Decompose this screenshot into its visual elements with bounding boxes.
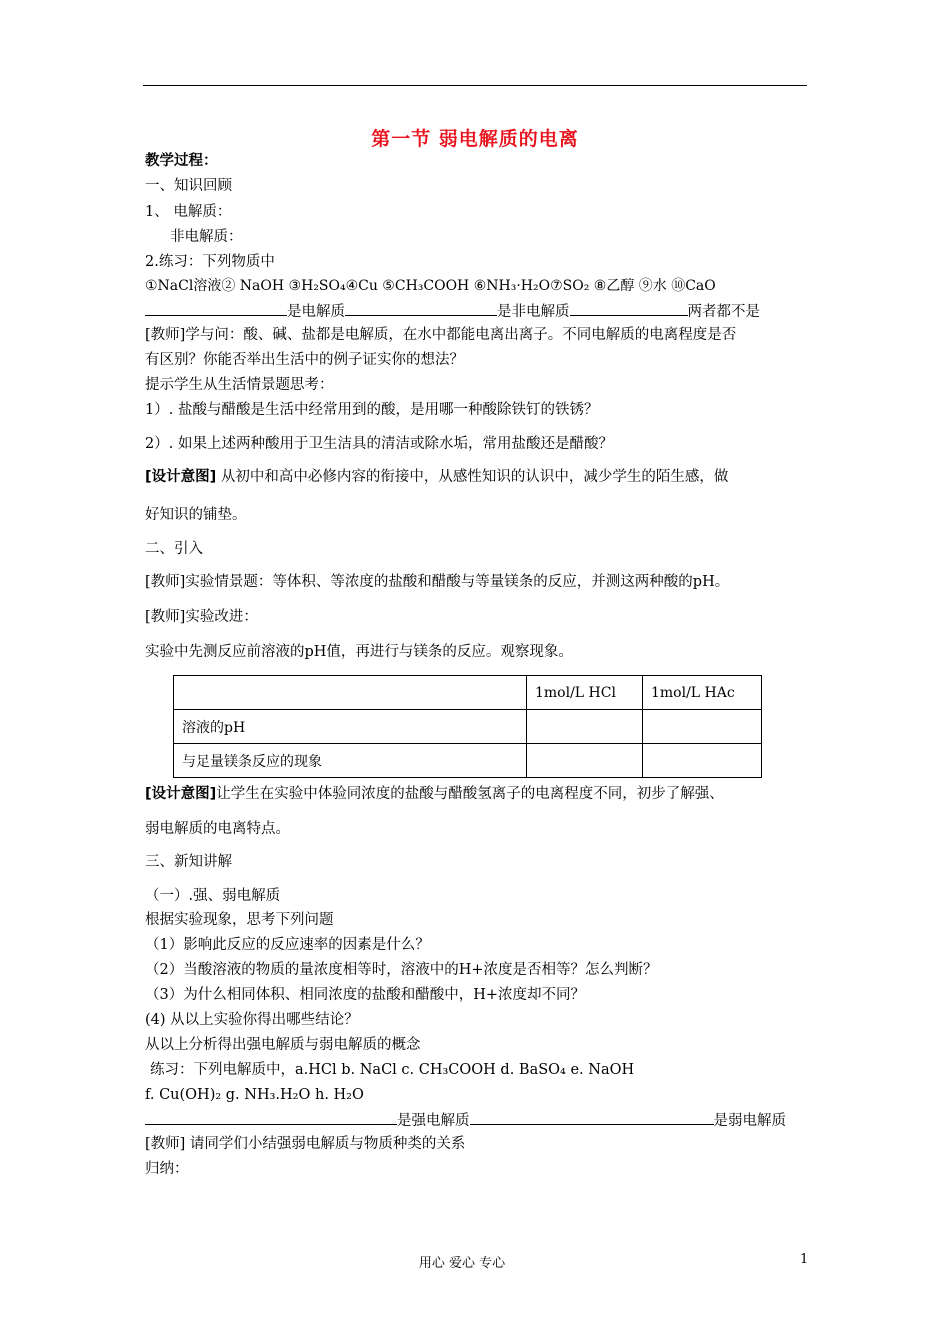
answer-blank[interactable]: [470, 1109, 714, 1125]
table-row: [174, 676, 762, 710]
hint-question-1: 1）. 盐酸与醋酸是生活中经常用到的酸，是用哪一种酸除铁钉的铁锈？: [145, 402, 599, 418]
review-heading: 一、知识回顾: [145, 178, 232, 194]
teacher-question: [教师]学与问：酸、碱、盐都是电解质，在水中都能电离出离子。不同电解质的电离程度是否: [145, 327, 737, 343]
exercise1-items: ①NaCl溶液② NaOH ③H₂SO₄④Cu ⑤CH₃COOH ⑥NH₃·H₂O⑦SO₂ ⑧乙醇 ⑨水 ⑩CaO: [145, 278, 716, 294]
conclude: 归纳：: [145, 1161, 189, 1177]
exercise2-blanks: [145, 1109, 786, 1131]
table-header-hac: 1mol/L HAc: [643, 676, 762, 710]
footer-text: 用心 爱心 专心: [418, 1256, 506, 1271]
design-intent-1: [145, 467, 728, 487]
table-cell[interactable]: [527, 744, 643, 778]
hint: 提示学生从生活情景题思考：: [145, 377, 334, 393]
sub-heading: （一）.强、弱电解质: [145, 888, 281, 904]
exercise1-blanks: [145, 300, 760, 322]
question-2: （2）当酸溶液的物质的量浓度相等时，溶液中的H+浓度是否相等？怎么判断？: [145, 962, 658, 978]
design-label: [设计意图]: [145, 786, 217, 802]
blank-label-strong: 是强电解质: [397, 1113, 470, 1129]
blank-label-electrolyte: 是电解质: [287, 304, 345, 320]
exercise1-intro: 2.练习：下列物质中: [145, 254, 275, 270]
design-intent-2-cont: 弱电解质的电离特点。: [145, 821, 290, 837]
design-text: 让学生在实验中体验同浓度的盐酸与醋酸氢离子的电离程度不同，初步了解强、: [216, 786, 724, 802]
design-text: 从初中和高中必修内容的衔接中，从感性知识的认识中，减少学生的陌生感，做: [216, 469, 729, 485]
table-cell[interactable]: [527, 710, 643, 744]
exercise2-line1: 练习：下列电解质中，a.HCl b. NaCl c. CH₃COOH d. BaSO₄ e. NaOH: [150, 1062, 635, 1078]
header-rule: [143, 85, 807, 86]
answer-blank[interactable]: [145, 1109, 397, 1125]
table-row: [174, 744, 762, 778]
table-cell: [174, 676, 527, 710]
concept-line: 从以上分析得出强电解质与弱电解质的概念: [145, 1037, 421, 1053]
design-label: [设计意图]: [145, 469, 217, 485]
answer-blank[interactable]: [570, 300, 688, 316]
experiment-description: 实验中先测反应前溶液的pH值，再进行与镁条的反应。观察现象。: [145, 644, 573, 660]
table-row-label-ph: 溶液的pH: [174, 710, 527, 744]
table-header-hcl: 1mol/L HCl: [527, 676, 643, 710]
hint-question-2: 2）. 如果上述两种酸用于卫生洁具的清洁或除水垢，常用盐酸还是醋酸？: [145, 436, 613, 452]
intro-heading: 二、引入: [145, 541, 203, 557]
teacher-improve: [教师]实验改进：: [145, 609, 258, 625]
exercise2-line2: f. Cu(OH)₂ g. NH₃.H₂O h. H₂O: [145, 1087, 364, 1103]
answer-blank[interactable]: [145, 300, 287, 316]
nonelectrolyte-def: 非电解质：: [170, 229, 243, 245]
page-title: 第一节 弱电解质的电离: [371, 128, 579, 150]
table-row: [174, 710, 762, 744]
design-intent-2: [145, 784, 724, 804]
teacher-summary: [教师] 请同学们小结强弱电解质与物质种类的关系: [145, 1136, 466, 1152]
table-cell[interactable]: [643, 744, 762, 778]
teacher-question-cont: 有区别？你能否举出生活中的例子证实你的想法？: [145, 352, 464, 368]
blank-label-nonelectrolyte: 是非电解质: [497, 304, 570, 320]
question-3: （3）为什么相同体积、相同浓度的盐酸和醋酸中，H+浓度却不同？: [145, 987, 586, 1003]
section-teaching: 教学过程：: [145, 153, 218, 169]
blank-label-neither: 两者都不是: [687, 304, 760, 320]
question-1: （1）影响此反应的反应速率的因素是什么？: [145, 937, 430, 953]
experiment-table: [173, 675, 762, 778]
answer-blank[interactable]: [345, 300, 497, 316]
teacher-experiment: [教师]实验情景题：等体积、等浓度的盐酸和醋酸与等量镁条的反应，并测这两种酸的pH。: [145, 574, 730, 590]
page-number: 1: [800, 1252, 809, 1267]
question-4: (4) 从以上实验你得出哪些结论？: [145, 1012, 359, 1028]
blank-label-weak: 是弱电解质: [713, 1113, 786, 1129]
design-intent-1-cont: 好知识的铺垫。: [145, 507, 247, 523]
think-prompt: 根据实验现象，思考下列问题: [145, 912, 334, 928]
table-cell[interactable]: [643, 710, 762, 744]
new-heading: 三、新知讲解: [145, 854, 232, 870]
electrolyte-def: 1、 电解质：: [145, 204, 232, 220]
table-row-label-reaction: 与足量镁条反应的现象: [174, 744, 527, 778]
